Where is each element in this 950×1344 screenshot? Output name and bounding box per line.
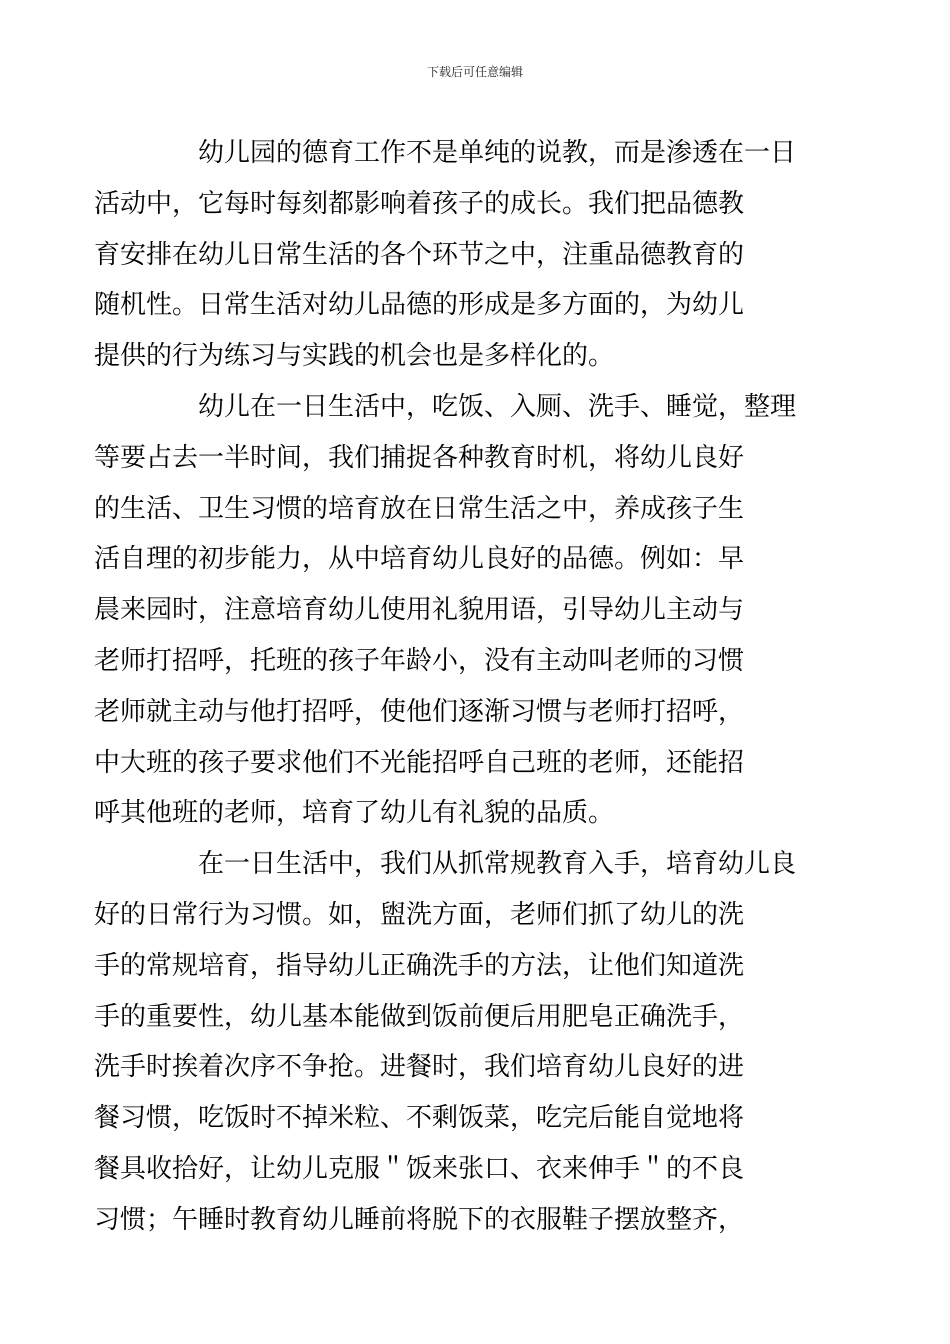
text-line: 的生活、卫生习惯的培育放在日常生活之中，养成孩子生 <box>94 493 745 524</box>
text-line: 随机性。日常生活对幼儿品德的形成是多方面的，为幼儿 <box>94 290 745 321</box>
text-line: 活动中，它每时每刻都影响着孩子的成长。我们把品德教 <box>94 188 745 219</box>
text-line: 手的重要性，幼儿基本能做到饭前便后用肥皂正确洗手， <box>94 1001 745 1032</box>
text-line: 习惯；午睡时教育幼儿睡前将脱下的衣服鞋子摆放整齐， <box>94 1204 745 1235</box>
text-line: 晨来园时，注意培育幼儿使用礼貌用语，引导幼儿主动与 <box>94 595 745 626</box>
text-line: 幼儿在一日生活中，吃饭、入厕、洗手、睡觉，整理 <box>198 391 797 422</box>
text-line: 餐习惯，吃饭时不掉米粒、不剩饭菜，吃完后能自觉地将 <box>94 1103 745 1134</box>
text-line: 育安排在幼儿日常生活的各个环节之中，注重品德教育的 <box>94 239 745 270</box>
page-header: 下载后可任意编辑 <box>426 65 523 79</box>
text-line: 洗手时挨着次序不争抢。进餐时，我们培育幼儿良好的进 <box>94 1052 745 1083</box>
document-body <box>94 128 806 1246</box>
paragraph-2 <box>94 382 806 839</box>
text-line: 中大班的孩子要求他们不光能招呼自己班的老师，还能招 <box>94 747 745 778</box>
paragraph-1 <box>94 128 806 382</box>
text-line: 在一日生活中，我们从抓常规教育入手，培育幼儿良 <box>198 849 797 880</box>
text-line: 好的日常行为习惯。如，盥洗方面，老师们抓了幼儿的洗 <box>94 899 745 930</box>
text-line: 呼其他班的老师，培育了幼儿有礼貌的品质。 <box>94 798 615 829</box>
text-line: 餐具收拾好，让幼儿克服＂饭来张口、衣来伸手＂的不良 <box>94 1153 745 1184</box>
text-line: 幼儿园的德育工作不是单纯的说教，而是渗透在一日 <box>198 138 797 168</box>
text-line: 老师打招呼，托班的孩子年龄小，没有主动叫老师的习惯 <box>94 645 745 676</box>
paragraph-3 <box>94 839 806 1245</box>
text-line: 老师就主动与他打招呼，使他们逐渐习惯与老师打招呼， <box>94 696 745 727</box>
text-line: 提供的行为练习与实践的机会也是多样化的。 <box>94 341 615 372</box>
text-line: 等要占去一半时间，我们捕捉各种教育时机，将幼儿良好 <box>94 442 745 473</box>
text-line: 手的常规培育，指导幼儿正确洗手的方法，让他们知道洗 <box>94 950 745 981</box>
text-line: 活自理的初步能力，从中培育幼儿良好的品德。例如：早 <box>94 544 745 575</box>
